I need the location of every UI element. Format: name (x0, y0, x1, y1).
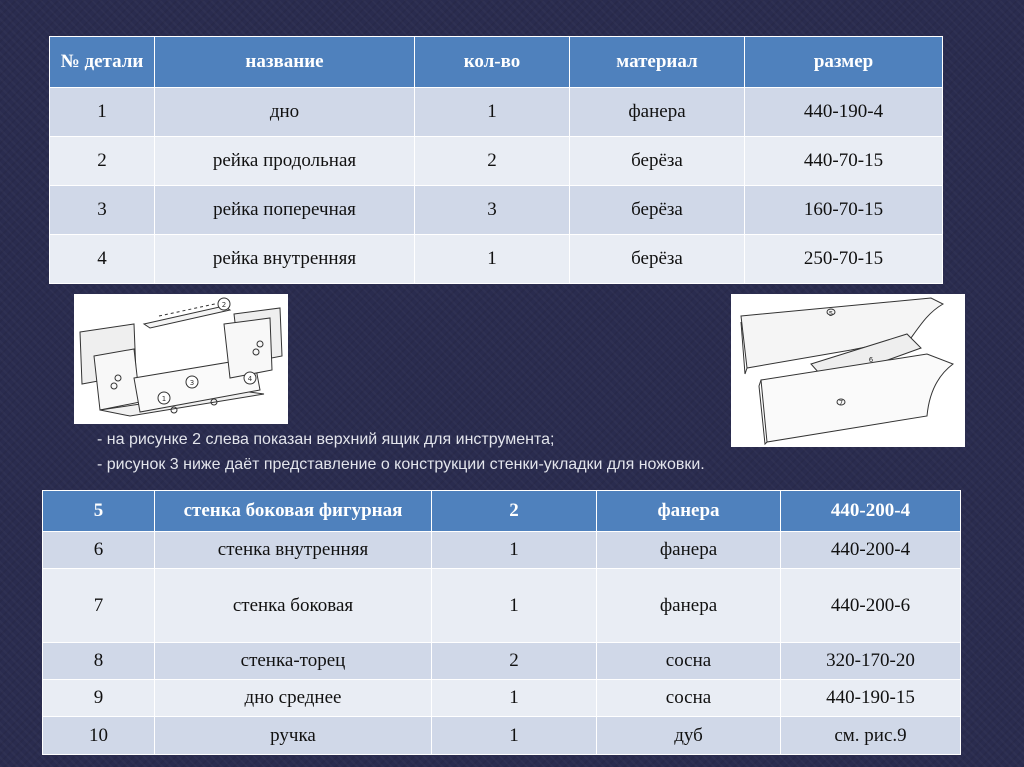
cell-size: 320-170-20 (781, 643, 961, 680)
cell-name: стенка-торец (155, 643, 432, 680)
cell-size: 160-70-15 (745, 186, 943, 235)
cell-quantity: 2 (415, 137, 570, 186)
cell-size: 440-190-4 (745, 88, 943, 137)
cell-number: 3 (50, 186, 155, 235)
table-header-row (50, 37, 943, 88)
header-size: размер (745, 37, 943, 88)
cell-quantity: 1 (432, 569, 597, 643)
table-highlight-row (43, 491, 961, 532)
cell-quantity: 1 (415, 88, 570, 137)
label-1: 1 (161, 395, 167, 403)
parts-table-bottom (42, 490, 961, 755)
table-row (43, 680, 961, 717)
cell-material: фанера (597, 532, 781, 569)
cell-quantity: 1 (415, 235, 570, 284)
table-row (50, 88, 943, 137)
parts-table-top (49, 36, 943, 284)
cell-number: 10 (43, 717, 155, 755)
header-quantity: кол-во (415, 37, 570, 88)
cell-quantity: 1 (432, 532, 597, 569)
figure-notes (97, 427, 705, 477)
cell-material: фанера (597, 569, 781, 643)
cell-material: фанера (597, 491, 781, 532)
cell-name: рейка поперечная (155, 186, 415, 235)
cell-size: см. рис.9 (781, 717, 961, 755)
cell-name: дно среднее (155, 680, 432, 717)
table-row (43, 643, 961, 680)
label-3: 3 (189, 379, 195, 387)
cell-name: стенка боковая фигурная (155, 491, 432, 532)
cell-material: берёза (570, 186, 745, 235)
table-row (43, 569, 961, 643)
cell-size: 440-70-15 (745, 137, 943, 186)
cell-number: 5 (43, 491, 155, 532)
cell-number: 7 (43, 569, 155, 643)
cell-name: рейка продольная (155, 137, 415, 186)
label-4: 4 (247, 375, 253, 383)
label-2: 2 (221, 301, 227, 309)
cell-size: 440-200-6 (781, 569, 961, 643)
cell-number: 9 (43, 680, 155, 717)
note-line: - на рисунке 2 слева показан верхний ящик для инструмента; (97, 431, 555, 448)
cell-number: 8 (43, 643, 155, 680)
table-row (50, 137, 943, 186)
cell-quantity: 2 (432, 491, 597, 532)
label-5: 5 (828, 310, 834, 318)
table-row (43, 717, 961, 755)
figure-toolbox (74, 294, 288, 424)
cell-material: фанера (570, 88, 745, 137)
cell-material: берёза (570, 235, 745, 284)
cell-material: берёза (570, 137, 745, 186)
cell-name: стенка внутренняя (155, 532, 432, 569)
cell-name: рейка внутренняя (155, 235, 415, 284)
cell-quantity: 3 (415, 186, 570, 235)
cell-number: 2 (50, 137, 155, 186)
cell-size: 440-190-15 (781, 680, 961, 717)
table-row (43, 532, 961, 569)
cell-quantity: 1 (432, 717, 597, 755)
cell-material: сосна (597, 680, 781, 717)
header-name: название (155, 37, 415, 88)
cell-quantity: 2 (432, 643, 597, 680)
cell-material: сосна (597, 643, 781, 680)
table-row (50, 186, 943, 235)
header-part-number: № детали (50, 37, 155, 88)
label-6: 6 (868, 356, 874, 364)
cell-size: 250-70-15 (745, 235, 943, 284)
cell-name: ручка (155, 717, 432, 755)
note-line: - рисунок 3 ниже даёт представление о конструкции стенки-укладки для ножовки. (97, 456, 705, 473)
cell-number: 6 (43, 532, 155, 569)
header-material: материал (570, 37, 745, 88)
label-7: 7 (838, 399, 844, 407)
cell-size: 440-200-4 (781, 491, 961, 532)
cell-name: стенка боковая (155, 569, 432, 643)
cell-number: 4 (50, 235, 155, 284)
cell-name: дно (155, 88, 415, 137)
cell-size: 440-200-4 (781, 532, 961, 569)
figure-saw-rack (731, 294, 965, 447)
cell-material: дуб (597, 717, 781, 755)
cell-quantity: 1 (432, 680, 597, 717)
cell-number: 1 (50, 88, 155, 137)
table-row (50, 235, 943, 284)
